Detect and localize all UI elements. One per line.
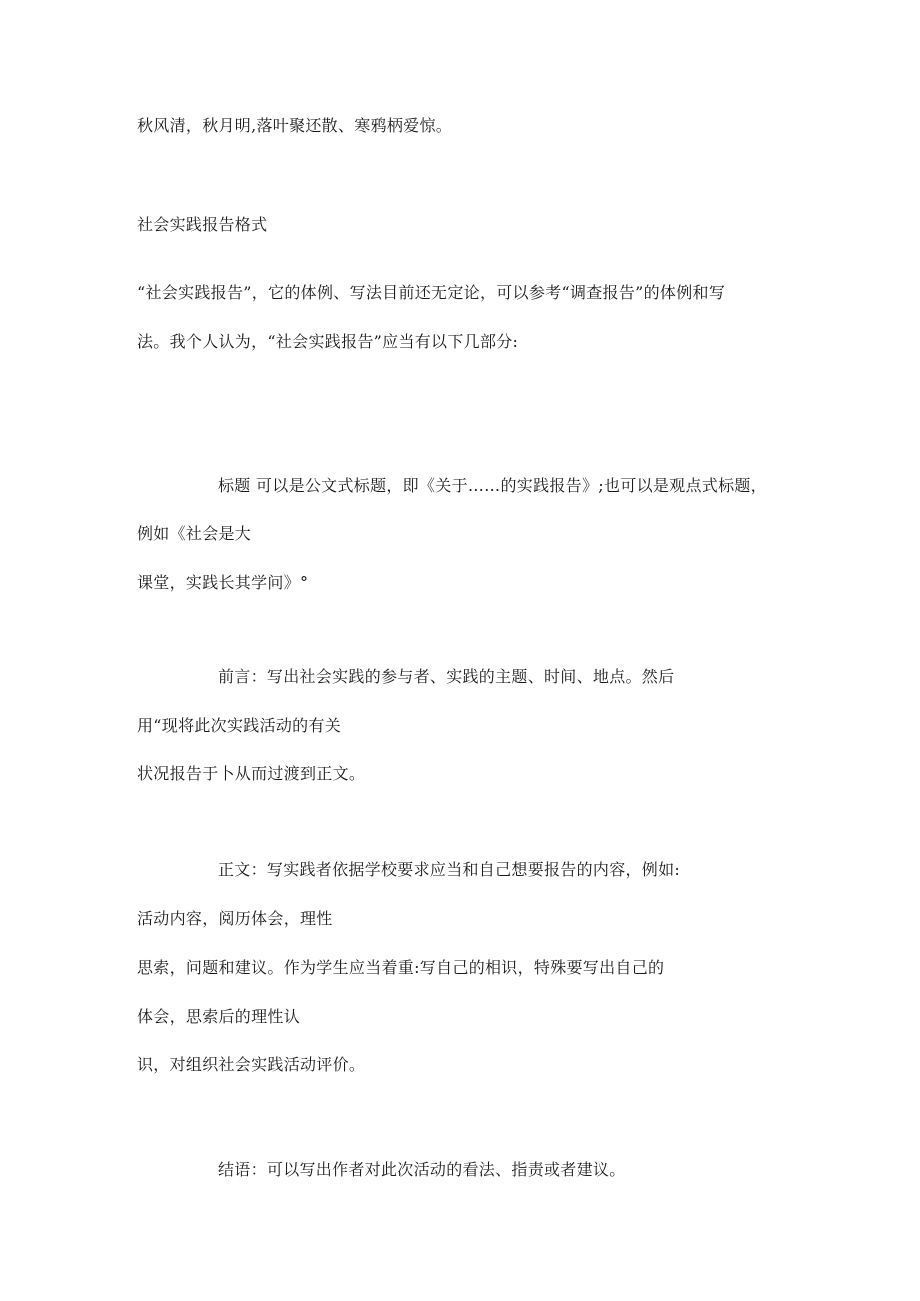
body-para-line-3: 思索，问题和建议。作为学生应当着重:写自己的相识，特殊要写出自己的 xyxy=(137,958,665,977)
intro-line-2: 法。我个人认为，“社会实践报告”应当有以下几部分: xyxy=(137,332,519,351)
poem-line: 秋风清，秋月明,落叶聚还散、寒鸦柄爱惊。 xyxy=(137,116,453,135)
section-heading: 社会实践报告格式 xyxy=(137,215,268,234)
body-para-line-4: 体会，思索后的理性认 xyxy=(137,1007,301,1026)
body-para-line-5: 识，对组织社会实践活动评价。 xyxy=(137,1055,366,1074)
conclusion-para-line-1: 结语：可以写出作者对此次活动的看法、指责或者建议。 xyxy=(218,1160,626,1179)
preface-para-line-3: 状况报告于卜从而过渡到正文。 xyxy=(137,764,366,783)
preface-para-line-2: 用“现将此次实践活动的有关 xyxy=(137,716,342,735)
title-para-line-2: 例如《社会是大 xyxy=(137,524,252,543)
body-para-line-2: 活动内容，阅历体会，理性 xyxy=(137,909,333,928)
title-para-line-3: 课堂，实践长其学问》° xyxy=(137,573,309,592)
body-para-line-1: 正文：写实践者依据学校要求应当和自己想要报告的内容，例如: xyxy=(218,860,681,879)
title-para-line-1: 标题 可以是公文式标题，即《关于……的实践报告》;也可以是观点式标题， xyxy=(218,476,767,495)
preface-para-line-1: 前言：写出社会实践的参与者、实践的主题、时间、地点。然后 xyxy=(218,667,675,686)
intro-line-1: “社会实践报告”，它的体例、写法目前还无定论，可以参考“调查报告”的体例和写 xyxy=(137,283,726,302)
